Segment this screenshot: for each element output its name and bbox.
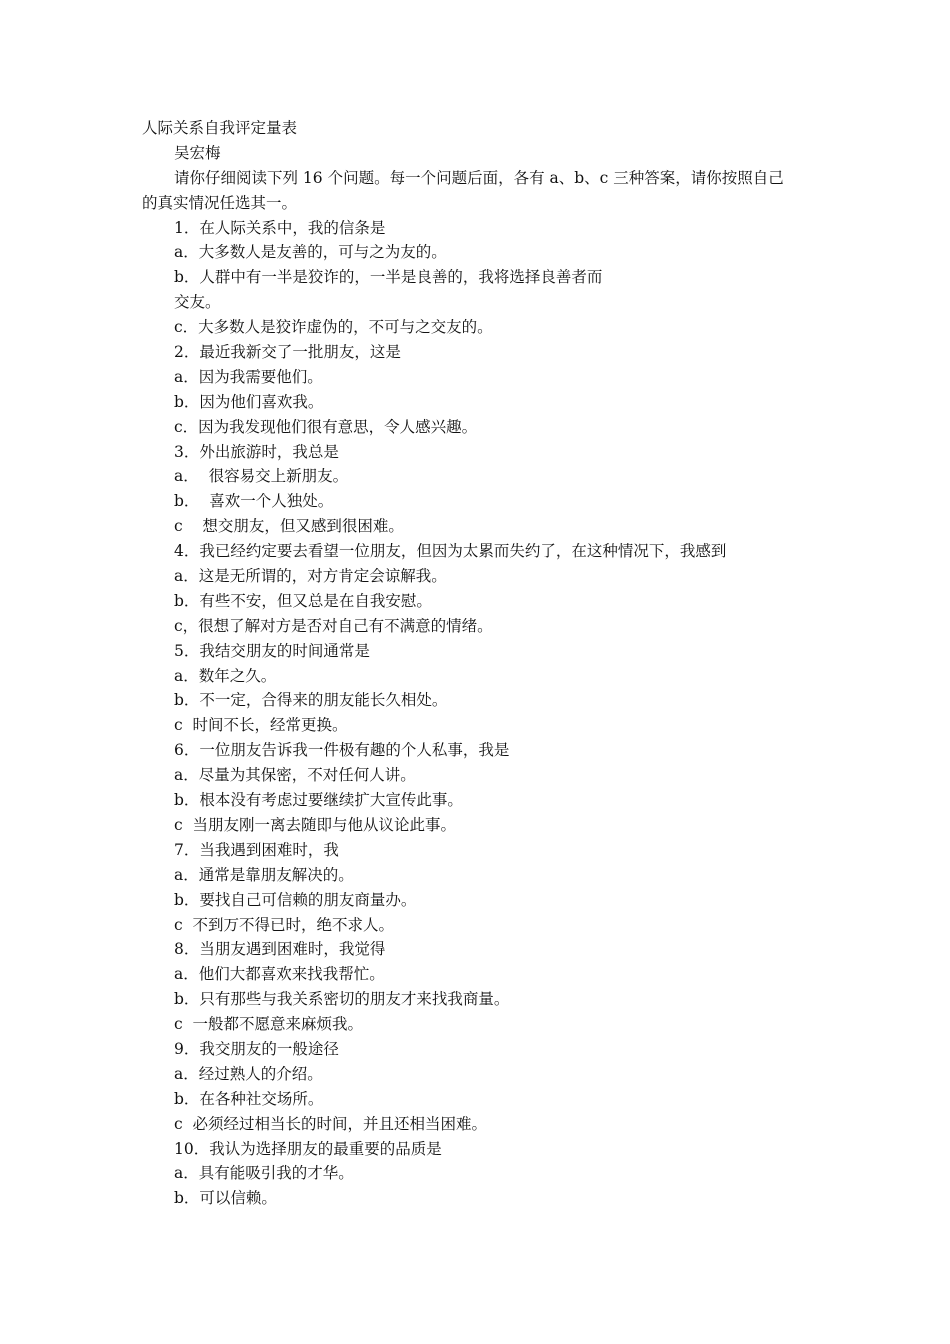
question-item: 8．当朋友遇到困难时，我觉得 (174, 940, 386, 959)
answer-option: b．有些不安，但又总是在自我安慰。 (174, 591, 432, 610)
document-title: 人际关系自我评定量表 (142, 119, 298, 137)
answer-option: b． 喜欢一个人独处。 (174, 492, 334, 511)
intro-paragraph: 请你仔细阅读下列 16 个问题。每一个问题后面，各有 a、b、c 三种答案，请你按照自己 (174, 168, 784, 187)
answer-option: c 必须经过相当长的时间，并且还相当困难。 (174, 1114, 488, 1133)
answer-option: b．在各种社交场所。 (174, 1089, 324, 1108)
answer-option: c 时间不长，经常更换。 (174, 716, 348, 735)
answer-option: c 想交朋友，但又感到很困难。 (174, 517, 404, 536)
intro-paragraph-continued: 的真实情况任选其一。 (142, 193, 298, 212)
answer-option: a．因为我需要他们。 (174, 367, 323, 386)
question-item: 6．一位朋友告诉我一件极有趣的个人私事，我是 (174, 741, 510, 760)
question-item: 9．我交朋友的一般途径 (174, 1039, 339, 1058)
question-list (142, 216, 822, 1212)
document-body (142, 116, 822, 1211)
answer-option: b．人群中有一半是狡诈的，一半是良善的，我将选择良善者而 (174, 268, 603, 287)
answer-option: a．通常是靠朋友解决的。 (174, 865, 354, 884)
answer-option: 交友。 (174, 293, 221, 312)
answer-option: b．不一定，合得来的朋友能长久相处。 (174, 691, 448, 710)
answer-option: b．根本没有考虑过要继续扩大宣传此事。 (174, 791, 463, 810)
answer-option: a． 很容易交上新朋友。 (174, 467, 349, 486)
answer-option: c 当朋友刚一离去随即与他从议论此事。 (174, 815, 457, 834)
answer-option: a．大多数人是友善的，可与之为友的。 (174, 243, 447, 262)
answer-option: c 一般都不愿意来麻烦我。 (174, 1015, 364, 1034)
answer-option: a．经过熟人的介绍。 (174, 1064, 323, 1083)
answer-option: c．因为我发现他们很有意思，令人感兴趣。 (174, 417, 478, 436)
question-item: 2．最近我新交了一批朋友，这是 (174, 343, 401, 362)
answer-option: c，很想了解对方是否对自己有不满意的情绪。 (174, 616, 493, 635)
answer-option: a．尽量为其保密，不对任何人讲。 (174, 766, 416, 785)
answer-option: b．只有那些与我关系密切的朋友才来找我商量。 (174, 990, 510, 1009)
question-item: 7．当我遇到困难时，我 (174, 840, 339, 859)
answer-option: a．具有能吸引我的才华。 (174, 1164, 354, 1183)
question-item: 1．在人际关系中，我的信条是 (174, 218, 386, 237)
answer-option: b．因为他们喜欢我。 (174, 392, 324, 411)
answer-option: c．大多数人是狡诈虚伪的，不可与之交友的。 (174, 318, 493, 337)
answer-option: b．要找自己可信赖的朋友商量办。 (174, 890, 417, 909)
answer-option: a．数年之久。 (174, 666, 277, 685)
answer-option: b．可以信赖。 (174, 1189, 277, 1208)
question-item: 3．外出旅游时，我总是 (174, 442, 339, 461)
answer-option: c 不到万不得已时，绝不求人。 (174, 915, 395, 934)
question-item: 5．我结交朋友的时间通常是 (174, 641, 370, 660)
question-item: 10．我认为选择朋友的最重要的品质是 (174, 1139, 442, 1158)
answer-option: a．这是无所谓的，对方肯定会谅解我。 (174, 567, 447, 586)
answer-option: a．他们大都喜欢来找我帮忙。 (174, 965, 385, 984)
question-item: 4．我已经约定要去看望一位朋友，但因为太累而失约了，在这种情况下，我感到 (174, 542, 727, 561)
document-author: 吴宏梅 (174, 143, 221, 162)
